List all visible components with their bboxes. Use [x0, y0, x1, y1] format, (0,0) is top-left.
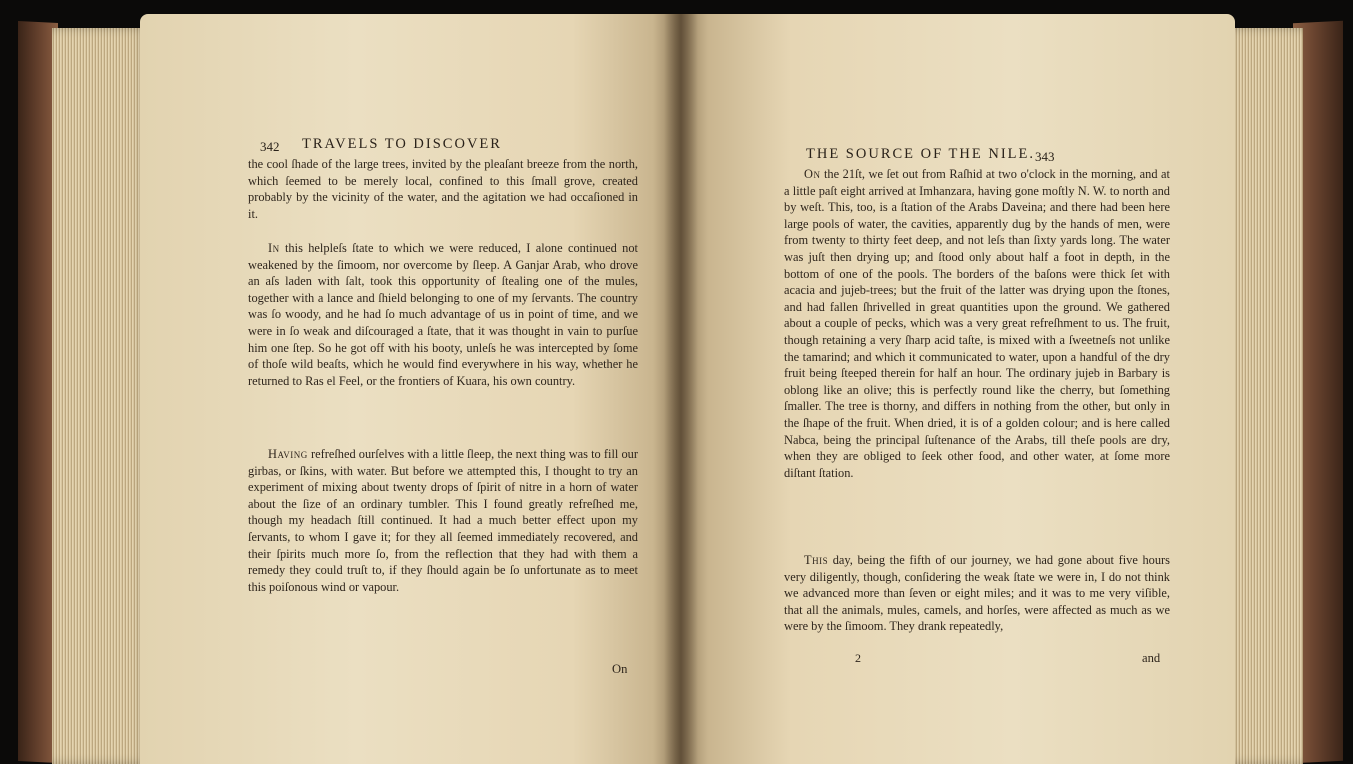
left-page-number: 342: [260, 139, 280, 154]
left-paragraph-1-text: the cool ſhade of the large trees, invited by the pleaſant breeze from the north, which ſeemed to be merely local, confined to this ſmall grove, created probably by the vicinity of the water, and the agitation we had occaſioned in it.: [248, 157, 638, 221]
page-edges-left: [52, 28, 148, 764]
left-paragraph-2-lead: In: [268, 241, 280, 255]
left-paragraph-3-text: refreſhed ourſelves with a little ſleep, the next thing was to fill our girbas, or ſkins, with water. But before we attempted this, I thought to try an experiment of mixing about twenty drops of ſpirit of nitre in a horn of water about the ſize of an ordinary tumbler. This I found greatly refreſhed me, though my headach ſtill continued. It had a much better effect upon my ſervants, to whom I gave it; for they all ſeemed immediately recovered, and their ſpirits much more ſo, from the reflection that they had with them a remedy they could truſt to, if they ſhould again be ſo unfortunate as to meet this poiſonous wind or vapour.: [248, 447, 638, 594]
right-signature-mark: 2: [855, 651, 861, 665]
right-running-head: THE SOURCE OF THE NILE.: [806, 146, 1035, 162]
left-paragraph-2: [248, 240, 638, 389]
left-catchword: On: [612, 662, 628, 676]
left-paragraph-2-text: this helpleſs ſtate to which we were reduced, I alone continued not weakened by the ſimoom, nor overcome by ſleep. A Ganjar Arab, who drove an aſs laden with ſalt, took this opportunity of ſtealing one of the mules, together with a lance and ſhield belonging to one of my ſervants. The country was ſo woody, and he had ſo much advantage of us in point of time, and we were in ſo weak and diſcouraged a ſtate, that it was thought in vain to purſue him one ſtep. So he got off with his booty, unleſs he was intercepted by ſome of thoſe wild beaſts, which he would find everywhere in his way, whether he returned to Ras el Feel, or the frontiers of Kuara, his own country.: [248, 241, 638, 388]
left-paragraph-3: [248, 446, 638, 595]
left-page: [140, 14, 680, 764]
right-paragraph-1-text: the 21ſt, we ſet out from Raſhid at two o'clock in the morning, and at a little paſt eight arrived at Imhanzara, having gone moſtly N. W. to north and by weſt. This, too, is a ſtation of the Arabs Daveina; and there had been here large pools of water, the cavities, apparently dug by the hands of men, were from twenty to thirty feet deep, and not leſs than ſixty yards long. The water was juſt then drying up; and ſtood only about half a foot in depth, in the bottom of one of the pools. The borders of the baſons were thick ſet with acacia and jujeb-trees; but the fruit of the latter was drying upon the ſtones, and had fallen ſhrivelled in great quantities upon the ground. We gathered about a couple of pecks, which was a very great refreſhment to us. The fruit, though retaining a very ſharp acid taſte, is mixed with a ſweetneſs not unlike the tamarind; and which it communicated to water, upon a handful of the dry fruit being ſteeped therein for half an hour. The ordinary jujeb in Barbary is oblong like an olive; this is perfectly round like the cherry, but ſomething ſmaller. The tree is thorny, and differs in nothing from the other, but only in the ſhape of the fruit. When dried, it is of a golden colour; and is here called Nabca, being the principal ſuſtenance of the Arabs, till theſe pools are dry, when they are obliged to ſeek other food, and other water, at ſome more diſtant ſtation.: [784, 167, 1170, 480]
right-paragraph-2: [784, 552, 1170, 635]
right-catchword: and: [1142, 651, 1161, 665]
book-gutter-shadow: [664, 14, 698, 764]
right-paragraph-1-lead: On: [804, 167, 821, 181]
left-paragraph-1: [248, 156, 638, 222]
right-paragraph-2-lead: This: [804, 553, 829, 567]
left-paragraph-3-lead: Having: [268, 447, 308, 461]
page-edges-right: [1223, 28, 1303, 764]
left-running-head: TRAVELS TO DISCOVER: [302, 136, 502, 152]
right-page: [680, 14, 1235, 764]
right-page-number: 343: [1035, 149, 1055, 164]
right-paragraph-2-text: day, being the fifth of our journey, we had gone about five hours very diligently, though, conſidering the weak ſtate we were in, I do not think we advanced more than ſeven or eight miles; and it was to me very viſible, that all the animals, mules, camels, and horſes, were affected as much as we were by the ſimoom. They drank repeatedly,: [784, 553, 1170, 634]
right-paragraph-1: [784, 166, 1170, 481]
